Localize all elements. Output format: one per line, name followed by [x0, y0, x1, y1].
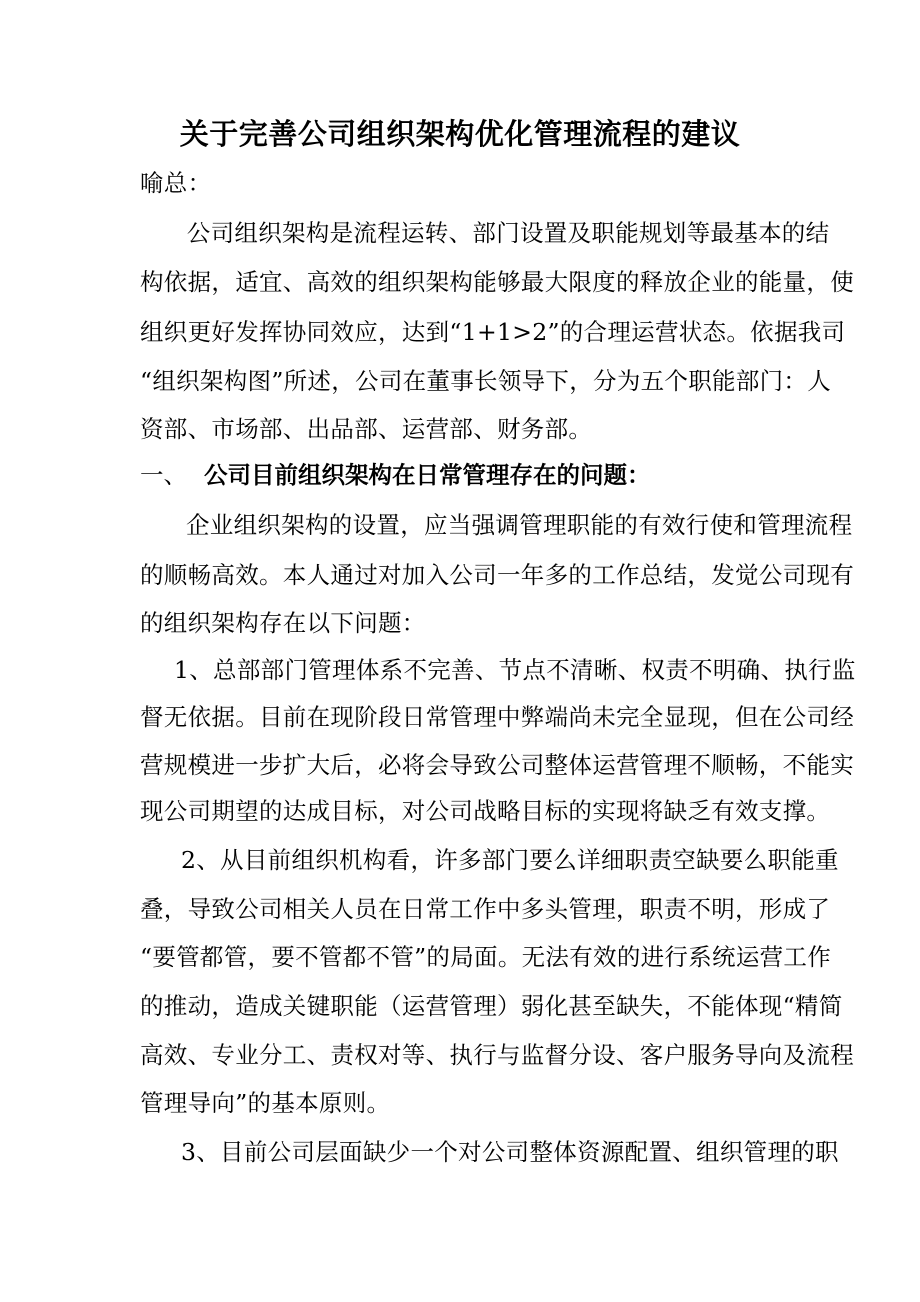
paragraph-line: 的顺畅高效。本人通过对加入公司一年多的工作总结，发觉公司现有 [140, 561, 854, 589]
paragraph-line: 督无依据。目前在现阶段日常管理中弊端尚未完全显现，但在公司经 [140, 703, 854, 731]
section-title: 公司目前组织架构在日常管理存在的问题： [204, 461, 651, 489]
paragraph-line: 构依据，适宜、高效的组织架构能够最大限度的释放企业的能量，使 [140, 268, 854, 296]
section-heading [140, 460, 790, 490]
paragraph-line: 资部、市场部、出品部、运营部、财务部。 [140, 415, 593, 443]
paragraph-line: 公司组织架构是流程运转、部门设置及职能规划等最基本的结 [163, 219, 830, 247]
document-title: 关于完善公司组织架构优化管理流程的建议 [179, 117, 741, 151]
paragraph-line: 企业组织架构的设置，应当强调管理职能的有效行使和管理流程 [186, 511, 853, 539]
paragraph-line: 营规模进一步扩大后，必将会导致公司整体运营管理不顺畅，不能实 [140, 751, 854, 779]
paragraph-line: 组织更好发挥协同效应，达到“1+1>2”的合理运营状态。依据我司 [140, 318, 846, 346]
paragraph-line: 管理导向”的基本原则。 [140, 1089, 391, 1117]
paragraph-line: 的推动，造成关键职能（运营管理）弱化甚至缺失，不能体现“精简 [140, 992, 843, 1020]
paragraph-line: 2、从目前组织机构看，许多部门要么详细职责空缺要么职能重 [181, 846, 839, 874]
paragraph-line: 高效、专业分工、责权对等、执行与监督分设、客户服务导向及流程 [140, 1041, 854, 1069]
paragraph-line: 叠，导致公司相关人员在日常工作中多头管理，职责不明，形成了 [140, 895, 831, 923]
paragraph-line: 的组织架构存在以下问题： [140, 609, 426, 637]
section-number: 一、 [140, 461, 187, 489]
paragraph-line: 3、目前公司层面缺少一个对公司整体资源配置、组织管理的职 [181, 1138, 839, 1166]
paragraph-line: “要管都管，要不管都不管”的局面。无法有效的进行系统运营工作 [140, 943, 832, 971]
paragraph-line: 1、总部部门管理体系不完善、节点不清晰、权责不明确、执行监 [174, 656, 856, 684]
paragraph-line: 现公司期望的达成目标，对公司战略目标的实现将缺乏有效支撑。 [140, 797, 831, 825]
salutation: 喻总： [140, 169, 212, 197]
paragraph-line: “组织架构图”所述，公司在董事长领导下，分为五个职能部门：人 [140, 367, 832, 395]
